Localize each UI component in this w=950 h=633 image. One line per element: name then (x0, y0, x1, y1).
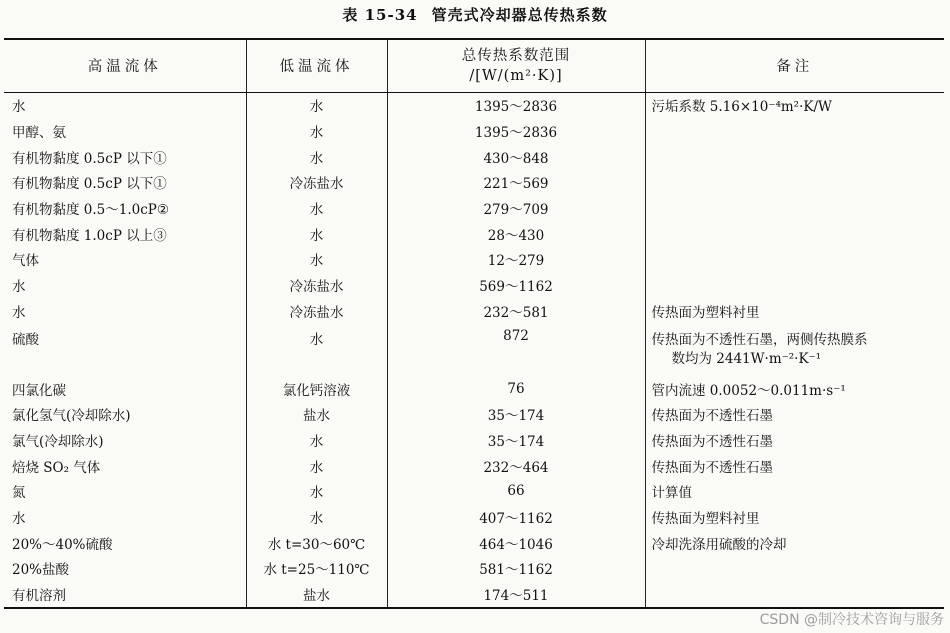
cell-coefficient-range: 28～430 (387, 221, 645, 247)
cell-hot-fluid: 有机物黏度 0.5cP 以下① (12, 150, 167, 167)
cell-cold-fluid: 水 (246, 453, 387, 479)
cell-coefficient-range: 407～1162 (387, 504, 645, 530)
table-row (4, 556, 944, 582)
remarks-line: 数均为 2441W·m⁻²·K⁻¹ (671, 350, 822, 367)
cell-remarks (645, 272, 944, 298)
cell-remarks: 计算值 (645, 478, 944, 504)
table-row (4, 195, 944, 221)
cell-hot-fluid: 甲醇、氨 (12, 125, 66, 142)
cell-coefficient-range: 221～569 (387, 170, 645, 196)
table-row (4, 118, 944, 144)
cell-remarks (645, 118, 944, 144)
cell-cold-fluid: 水 t=25～110℃ (246, 556, 387, 582)
table-row (4, 453, 944, 479)
cell-remarks: 冷却洗涤用硫酸的冷却 (645, 530, 944, 556)
cell-hot-fluid: 水 (12, 304, 26, 321)
table-row (4, 170, 944, 196)
header-coefficient-range (387, 39, 645, 92)
cell-cold-fluid: 水 (246, 92, 387, 118)
cell-remarks (645, 221, 944, 247)
cell-hot-fluid: 有机物黏度 0.5～1.0cP② (12, 202, 169, 219)
cell-cold-fluid: 氯化钙溶液 (246, 376, 387, 402)
remarks-line: 传热面为不透性石墨，两侧传热膜系 (651, 331, 868, 348)
cell-remarks: 传热面为塑料衬里 (645, 298, 944, 324)
cell-remarks: 污垢系数 5.16×10⁻⁴m²·K/W (645, 92, 944, 118)
cell-coefficient-range: 232～581 (387, 298, 645, 324)
cell-coefficient-range: 464～1046 (387, 530, 645, 556)
cell-cold-fluid: 水 (246, 504, 387, 530)
cell-hot-fluid: 20%盐酸 (12, 562, 70, 579)
cell-coefficient-range: 581～1162 (387, 556, 645, 582)
cell-coefficient-range: 35～174 (387, 427, 645, 453)
cell-coefficient-range: 1395～2836 (387, 92, 645, 118)
table-row (4, 272, 944, 298)
cell-hot-fluid: 焙烧 SO₂ 气体 (12, 459, 101, 476)
cell-coefficient-range: 430～848 (387, 144, 645, 170)
header-hot-fluid: 高温流体 (4, 39, 246, 92)
table-row (4, 221, 944, 247)
cell-coefficient-range: 569～1162 (387, 272, 645, 298)
cell-remarks: 传热面为不透性石墨 (645, 427, 944, 453)
cell-coefficient-range: 174～511 (387, 581, 645, 608)
table-row (4, 298, 944, 324)
cell-coefficient-range: 35～174 (387, 401, 645, 427)
cell-hot-fluid: 水 (12, 99, 26, 116)
table-row (4, 401, 944, 427)
cell-coefficient-range: 232～464 (387, 453, 645, 479)
cell-cold-fluid: 冷冻盐水 (246, 298, 387, 324)
cell-coefficient-range: 1395～2836 (387, 118, 645, 144)
cell-coefficient-range: 279～709 (387, 195, 645, 221)
cell-cold-fluid: 水 (246, 144, 387, 170)
table-row (4, 247, 944, 273)
cell-cold-fluid: 水 (246, 247, 387, 273)
cell-cold-fluid: 水 t=30～60℃ (246, 530, 387, 556)
cell-remarks (645, 170, 944, 196)
cell-remarks: 管内流速 0.0052～0.011m·s⁻¹ (645, 376, 944, 402)
cell-cold-fluid: 水 (246, 221, 387, 247)
cell-cold-fluid: 水 (246, 118, 387, 144)
table-row (4, 376, 944, 402)
cell-coefficient-range: 12～279 (387, 247, 645, 273)
table-caption (0, 4, 950, 25)
cell-remarks (645, 581, 944, 608)
cell-cold-fluid: 水 (246, 324, 387, 376)
cell-remarks (645, 247, 944, 273)
cell-cold-fluid: 盐水 (246, 581, 387, 608)
cell-cold-fluid: 冷冻盐水 (246, 272, 387, 298)
table-title: 管壳式冷却器总传热系数 (431, 6, 608, 24)
table-body (4, 92, 944, 608)
cell-hot-fluid: 有机溶剂 (4, 581, 246, 608)
table-row (4, 144, 944, 170)
cell-coefficient-range: 66 (387, 478, 645, 504)
cell-hot-fluid: 水 (12, 510, 26, 527)
table-row (4, 92, 944, 118)
cell-hot-fluid: 水 (12, 279, 26, 296)
header-coefficient-label: 总传热系数范围 (461, 47, 571, 64)
cell-hot-fluid: 有机物黏度 1.0cP 以上③ (12, 227, 167, 244)
cell-hot-fluid: 硫酸 (12, 331, 39, 348)
cell-remarks: 传热面为不透性石墨 (645, 453, 944, 479)
header-remarks: 备注 (645, 39, 944, 92)
table-row (4, 427, 944, 453)
cell-hot-fluid: 20%～40%硫酸 (12, 536, 113, 553)
cell-hot-fluid: 有机物黏度 0.5cP 以下① (12, 176, 167, 193)
cell-cold-fluid: 水 (246, 195, 387, 221)
cell-hot-fluid: 氯气(冷却除水) (12, 433, 104, 450)
cell-cold-fluid: 水 (246, 427, 387, 453)
header-coefficient-unit: /[W/(m²·K)] (469, 67, 563, 84)
cell-remarks: 传热面为塑料衬里 (645, 504, 944, 530)
cell-hot-fluid: 气体 (12, 253, 39, 270)
table-row (4, 504, 944, 530)
cell-hot-fluid: 氮 (12, 485, 26, 502)
header-row (4, 39, 944, 92)
table-number: 表 15-34 (342, 6, 418, 24)
heat-transfer-table (4, 38, 944, 609)
table-row (4, 324, 944, 376)
cell-coefficient-range: 872 (387, 324, 645, 376)
cell-cold-fluid: 水 (246, 478, 387, 504)
watermark: CSDN @制冷技术咨询与服务 (759, 612, 944, 628)
cell-remarks (645, 324, 944, 376)
table-row (4, 581, 944, 608)
cell-coefficient-range: 76 (387, 376, 645, 402)
cell-cold-fluid: 盐水 (246, 401, 387, 427)
cell-cold-fluid: 冷冻盐水 (246, 170, 387, 196)
table-row (4, 530, 944, 556)
header-cold-fluid: 低温流体 (246, 39, 387, 92)
cell-hot-fluid: 四氯化碳 (12, 382, 66, 399)
cell-remarks: 传热面为不透性石墨 (645, 401, 944, 427)
cell-hot-fluid: 氯化氢气(冷却除水) (12, 408, 131, 425)
cell-remarks (645, 556, 944, 582)
cell-remarks (645, 195, 944, 221)
cell-remarks (645, 144, 944, 170)
table-row (4, 478, 944, 504)
